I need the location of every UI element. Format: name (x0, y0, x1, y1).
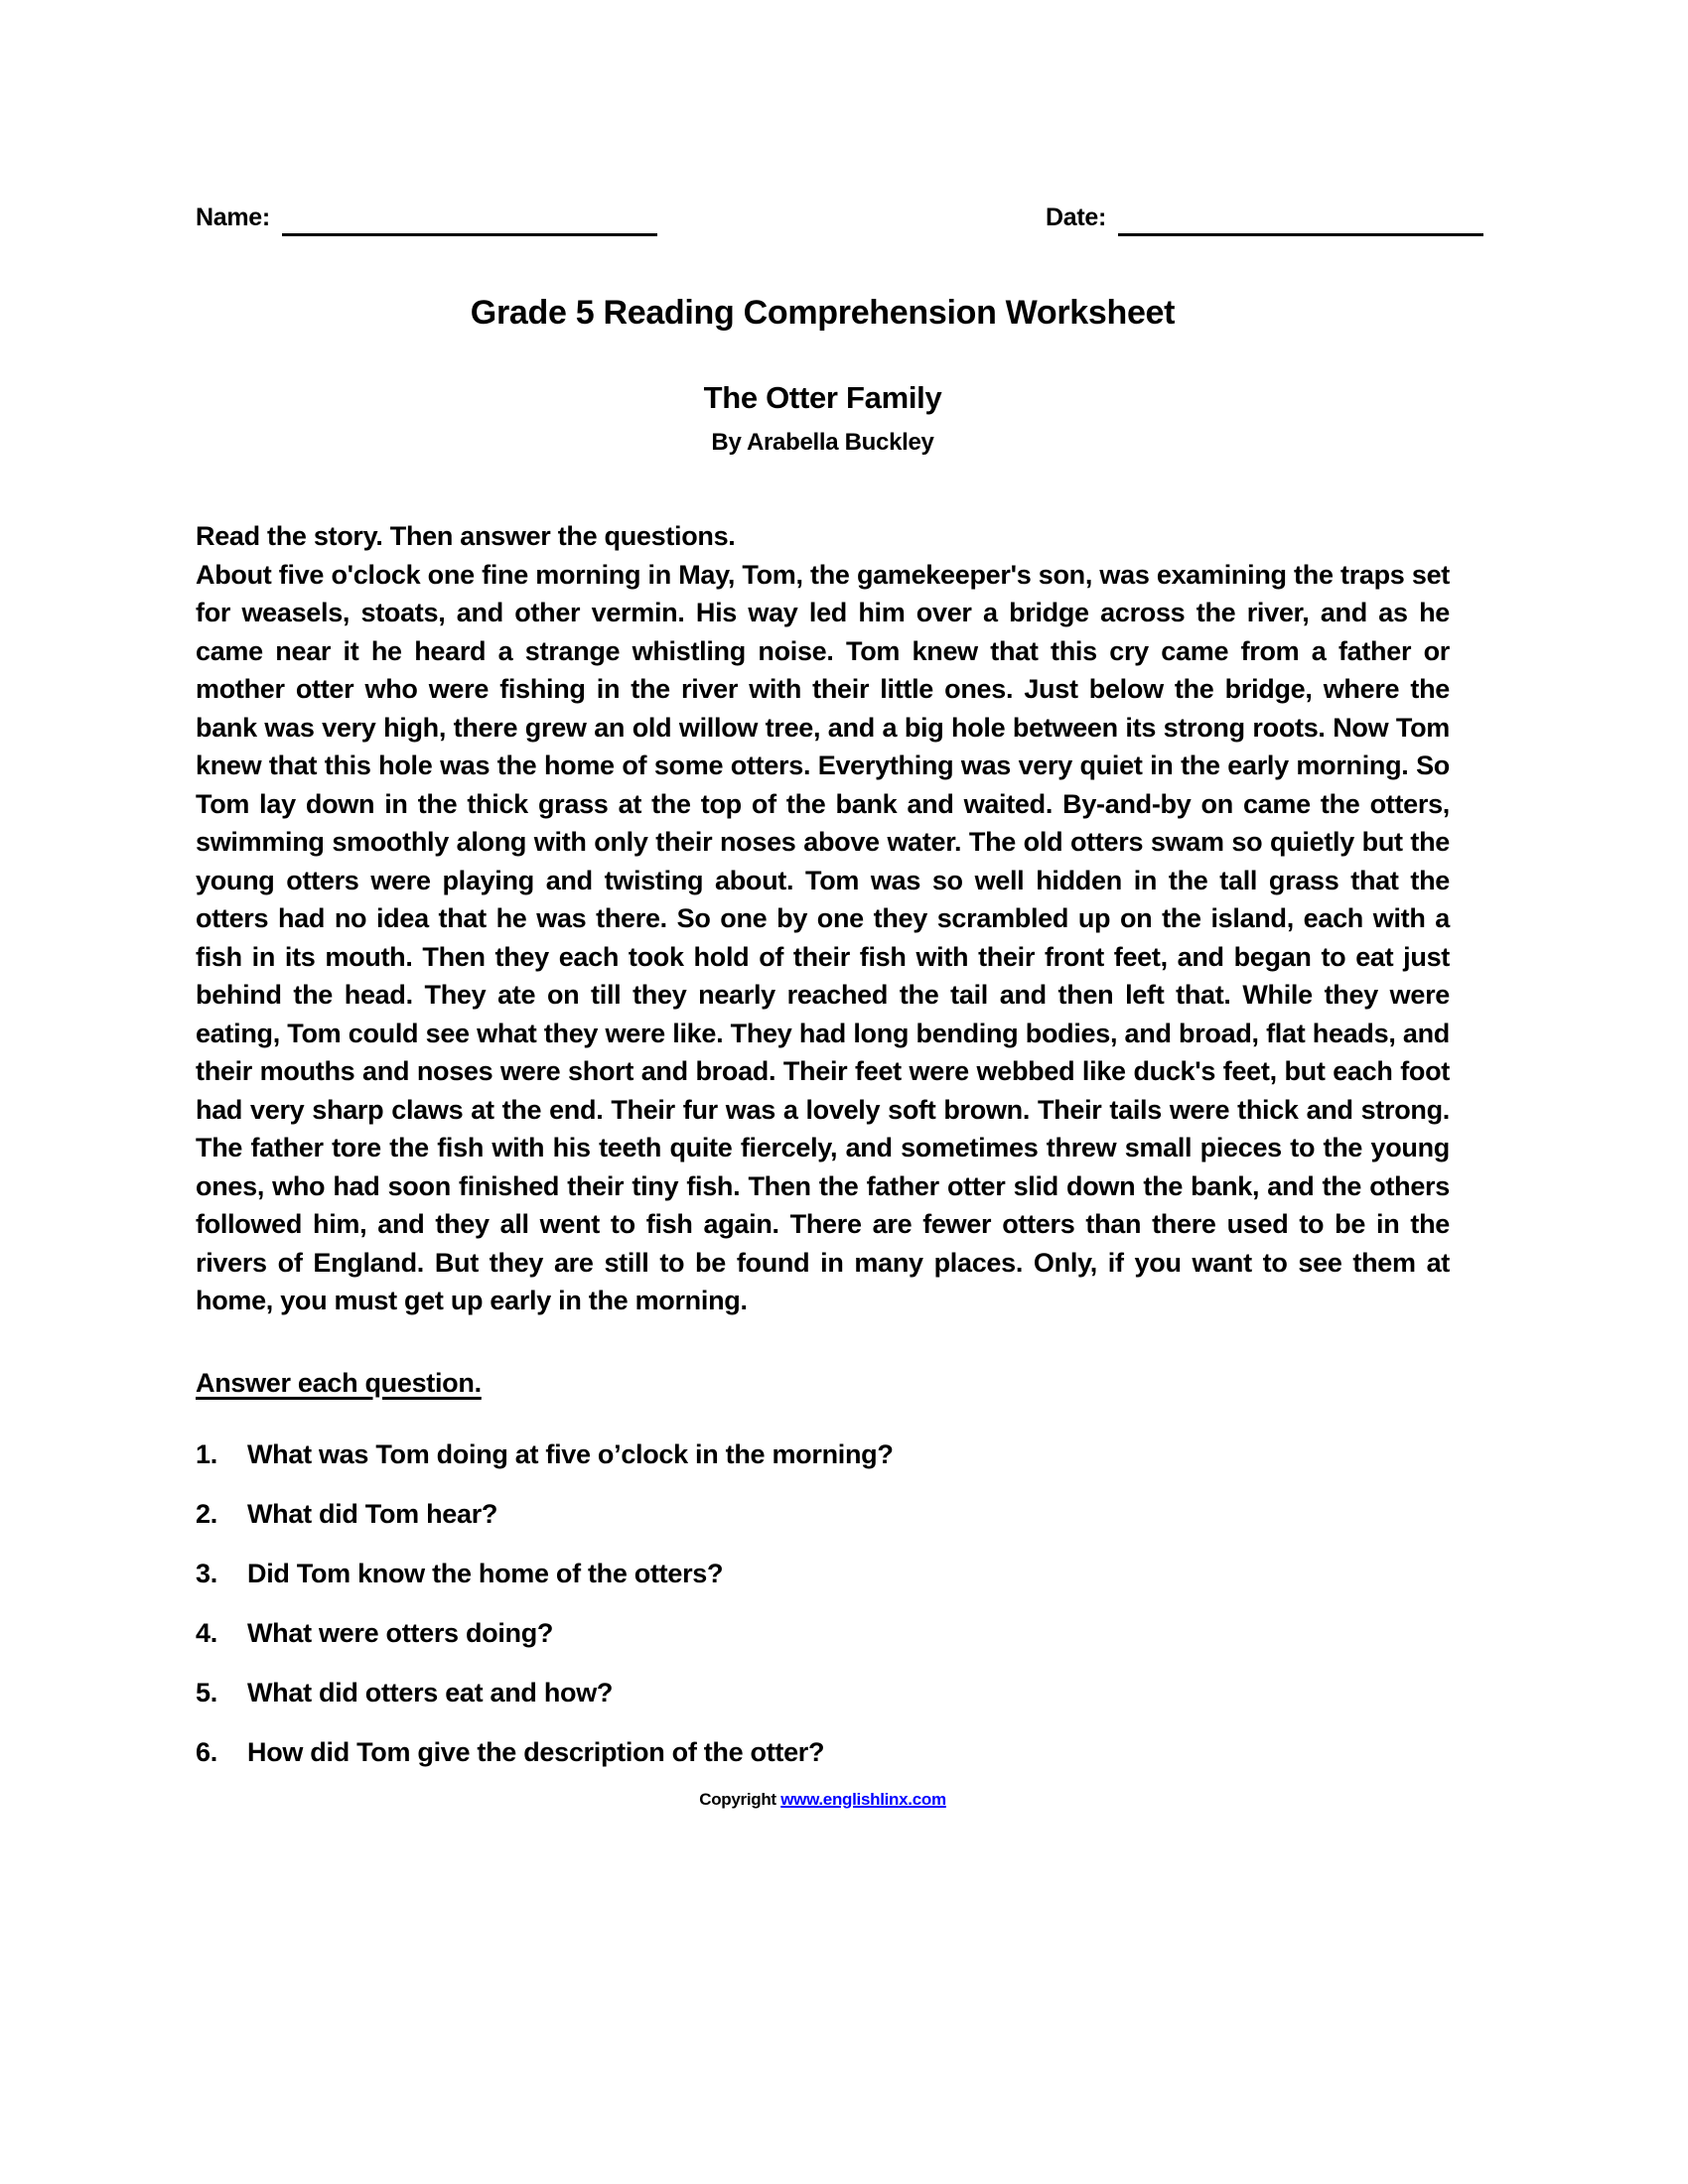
question-item-6 (196, 1735, 1450, 1769)
story-text: About five o'clock one fine morning in May, Tom, the gamekeeper's son, was examining the traps set for weasels, stoats, and other vermin. His way led him over a bridge across the river, and as he came near it he heard a strange whistling noise. Tom knew that this cry came from a father or mother otter who were fishing in the river with their little ones. Just below the bridge, where the bank was very high, there grew an old willow tree, and a big hole between its strong roots. Now Tom knew that this hole was the home of some otters. Everything was very quiet in the early morning. So Tom lay down in the thick grass at the top of the bank and waited. By-and-by on came the otters, swimming smoothly along with only their noses above water. The old otters swam so quietly but the young otters were playing and twisting about. Tom was so well hidden in the tall grass that the otters had no idea that he was there. So one by one they scrambled up on the island, each with a fish in its mouth. Then they each took hold of their fish with their front feet, and began to eat just behind the head. They ate on till they nearly reached the tail and then left that. While they were eating, Tom could see what they were like. They had long bending bodies, and broad, flat heads, and their mouths and noses were short and broad. Their feet were webbed like duck's feet, but each foot had very sharp claws at the end. Their fur was a lovely soft brown. Their tails were thick and strong. The father tore the fish with his teeth quite fiercely, and sometimes threw small pieces to the young ones, who had soon finished their tiny fish. Then the father otter slid down the bank, and the others followed him, and they all went to fish again. There are fewer otters than there used to be in the rivers of England. But they are still to be found in many places. Only, if you want to see them at home, you must get up early in the morning. (196, 559, 1450, 1315)
questions-list (196, 1437, 1450, 1769)
question-item-2 (196, 1497, 1450, 1531)
question-text: Did Tom know the home of the otters? (247, 1558, 724, 1588)
copyright-footer (196, 1789, 1450, 1811)
page-title: Grade 5 Reading Comprehension Worksheet (470, 294, 1176, 332)
question-text: How did Tom give the description of the otter? (247, 1736, 825, 1767)
byline: By Arabella Buckley (711, 429, 934, 456)
answer-heading: Answer each question. (196, 1367, 482, 1398)
date-label: Date: (1046, 204, 1107, 231)
story-title: The Otter Family (703, 380, 942, 415)
englishlinx-link[interactable]: www.englishlinx.com (780, 1789, 946, 1809)
question-number: 1. (196, 1438, 217, 1469)
question-item-5 (196, 1676, 1450, 1709)
question-text: What did otters eat and how? (247, 1677, 614, 1707)
date-field (1046, 204, 1483, 236)
name-label: Name: (196, 204, 270, 231)
name-field (196, 204, 657, 236)
question-number: 2. (196, 1498, 217, 1529)
question-number: 3. (196, 1558, 217, 1588)
instructions-line: Read the story. Then answer the questions. (196, 521, 736, 551)
question-text: What were otters doing? (247, 1617, 554, 1648)
name-blank-line[interactable] (282, 207, 657, 236)
date-blank-line[interactable] (1118, 207, 1483, 236)
question-item-3 (196, 1557, 1450, 1590)
name-date-row (196, 204, 1450, 241)
question-text: What was Tom doing at five o’clock in the morning? (247, 1438, 894, 1469)
question-number: 4. (196, 1617, 217, 1648)
question-item-1 (196, 1437, 1450, 1471)
question-number: 5. (196, 1677, 217, 1707)
question-number: 6. (196, 1736, 217, 1767)
copyright-label: Copyright (699, 1789, 776, 1809)
question-item-4 (196, 1616, 1450, 1650)
question-text: What did Tom hear? (247, 1498, 498, 1529)
